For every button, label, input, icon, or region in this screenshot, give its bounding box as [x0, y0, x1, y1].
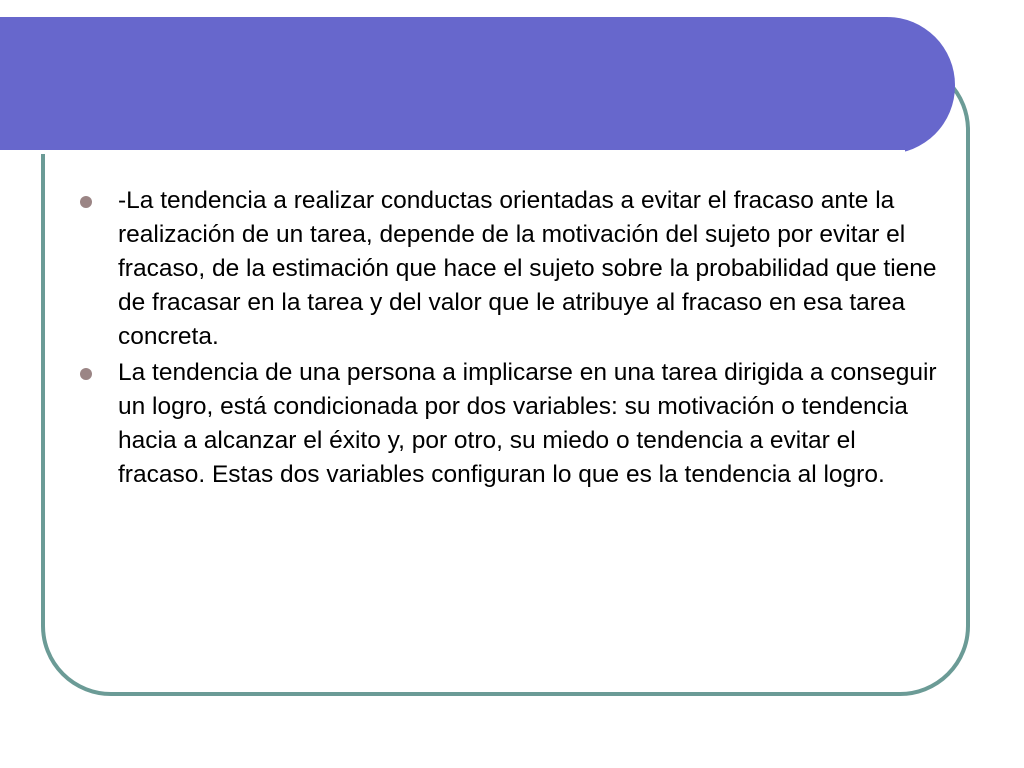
bullet-dot-icon [80, 196, 92, 208]
bullet-text: -La tendencia a realizar conductas orientadas a evitar el fracaso ante la realización de un tarea, depende de la motivación del sujeto por evitar el fracaso, de la estimación que hace el sujeto sobre la probabilidad que tiene de fracasar en la tarea y del valor que le atribuye al fracaso en esa tarea concreta. [118, 187, 937, 350]
title-bar [0, 17, 955, 154]
bullet-item [78, 184, 948, 354]
bullet-dot-icon [80, 368, 92, 380]
bullet-text: La tendencia de una persona a implicarse en una tarea dirigida a conseguir un logro, está condicionada por dos variables: su motivación o tendencia hacia a alcanzar el éxito y, por otro, su miedo o tendencia a evitar el fracaso. Estas dos variables configuran lo que es la tendencia al logro. [118, 359, 937, 488]
bullet-item [78, 356, 948, 492]
bullet-list [78, 184, 948, 494]
title-divider-line [0, 150, 905, 154]
